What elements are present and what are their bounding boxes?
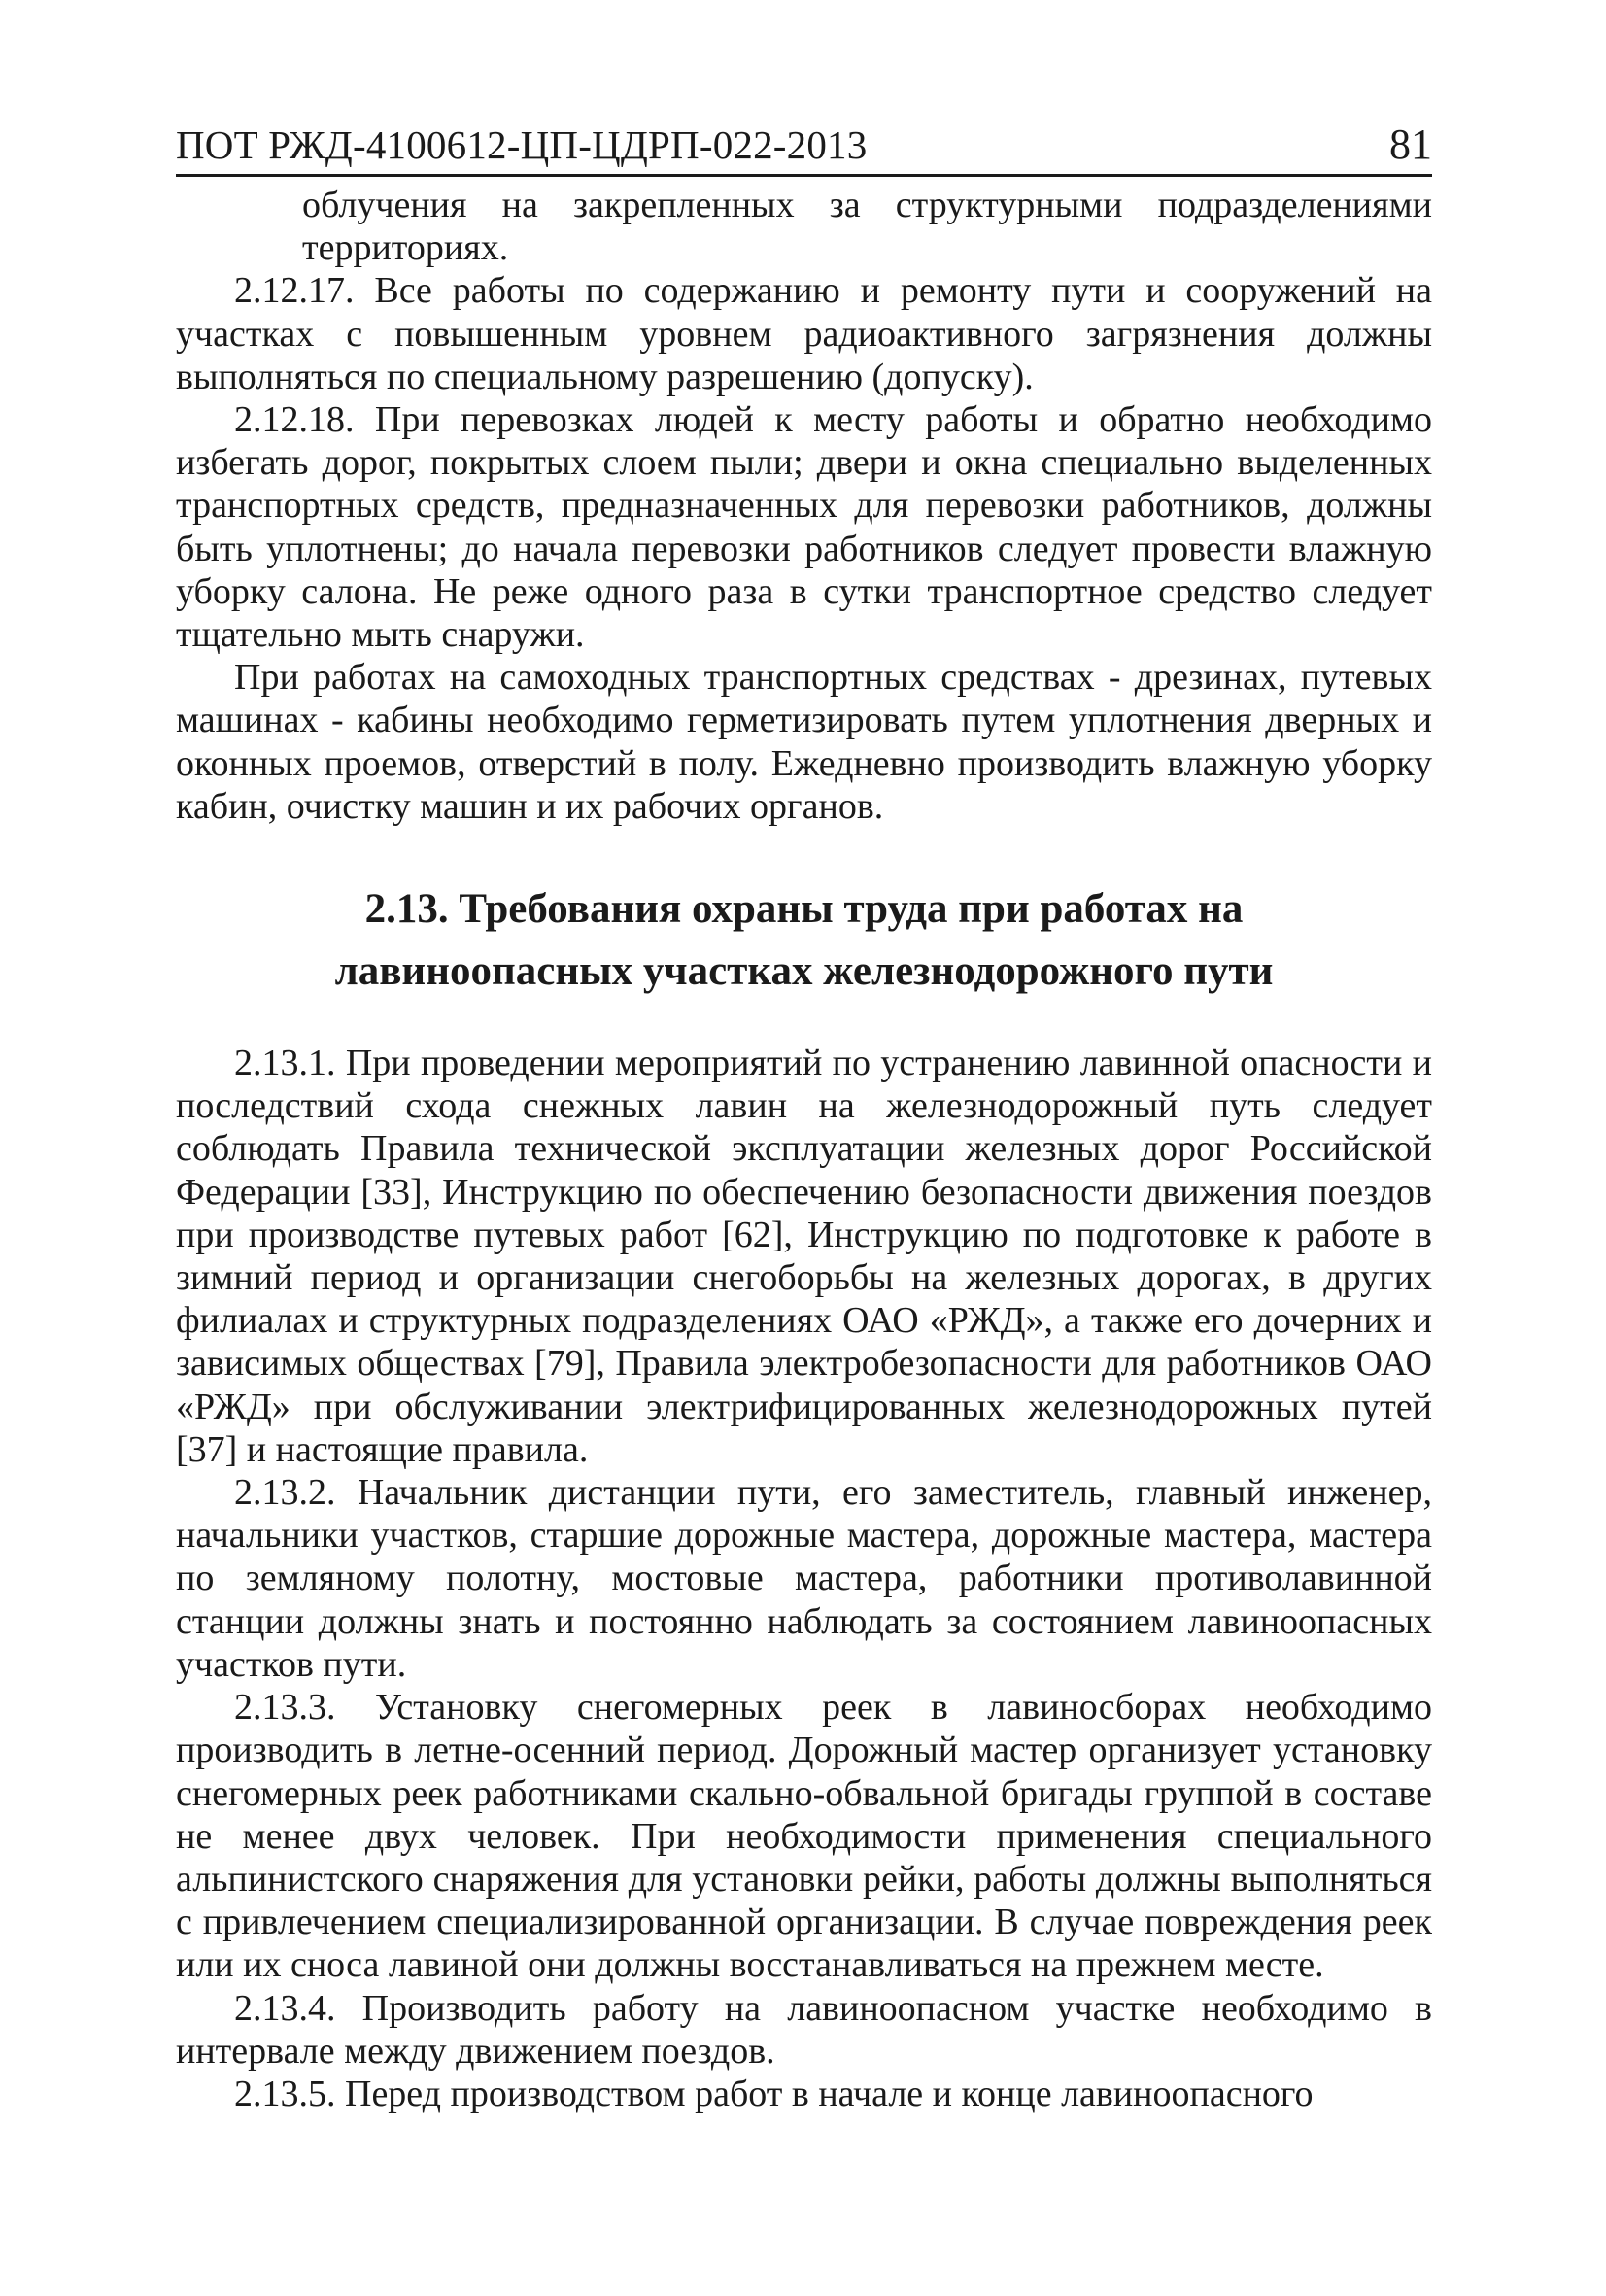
- paragraph-continuation: облучения на закрепленных за структурными подразделениями территориях.: [302, 185, 1432, 269]
- document-code: ПОТ РЖД-4100612-ЦП-ЦДРП-022-2013: [176, 122, 868, 167]
- paragraph-2-12-17: 2.12.17. Все работы по содержанию и ремонту пути и сооружений на участках с повышенным уровнем радиоактивного загрязнения должны выполняться по специальному разрешению (допуску).: [176, 270, 1432, 397]
- paragraph-2-13-3: 2.13.3. Установку снегомерных реек в лавиносборах необходимо производить в летне-осенний период. Дорожный мастер организует установку снегомерных реек работниками скально-обвальной бригады группой в составе не менее двух человек. При необходимости применения специального альпинистского снаряжения для установки рейки, работы должны выполняться с привлечением специализированной организации. В случае повреждения реек или их сноса лавиной они должны восстанавливаться на прежнем месте.: [176, 1687, 1432, 1986]
- header-divider: [176, 174, 1432, 177]
- section-heading: [176, 878, 1432, 1003]
- section-heading-line-1: 2.13. Требования охраны труда при работах на: [364, 886, 1244, 933]
- paragraph-2-12-18: 2.12.18. При перевозках людей к месту работы и обратно необходимо избегать дорог, покрытых слоем пыли; двери и окна специально выделенных транспортных средств, предназначенных для перевозки работников, должны быть уплотнены; до начала перевозки работников следует провести влажную уборку салона. Не реже одного раза в сутки транспортное средство следует тщательно мыть снаружи.: [176, 399, 1432, 656]
- paragraph-2-13-4: 2.13.4. Производить работу на лавиноопасном участке необходимо в интервале между движением поездов.: [176, 1987, 1432, 2072]
- paragraph-2-13-2: 2.13.2. Начальник дистанции пути, его заместитель, главный инженер, начальники участков, старшие дорожные мастера, дорожные мастера, мастера по земляному полотну, мостовые мастера, работники противолавинной станции должны знать и постоянно наблюдать за состоянием лавиноопасных участков пути.: [176, 1472, 1432, 1685]
- paragraph-2-13-1: 2.13.1. При проведении мероприятий по устранению лавинной опасности и последствий схода снежных лавин на железнодорожный путь следует соблюдать Правила технической эксплуатации железных дорог Российской Федерации [33], Инструкцию по обеспечению безопасности движения поездов при производстве путевых работ [62], Инструкцию по подготовке к работе в зимний период и организации снегоборьбы на железных дорогах, в других филиалах и структурных подразделениях ОАО «РЖД», а также его дочерних и зависимых обществах [79], Правила электробезопасности для работников ОАО «РЖД» при обслуживании электрифицированных железнодорожных путей [37] и настоящие правила.: [176, 1043, 1432, 1470]
- page-number: 81: [1389, 120, 1432, 168]
- page-body: [176, 184, 1432, 2115]
- paragraph-2-13-5: 2.13.5. Перед производством работ в начале и конце лавиноопасного: [234, 2073, 1314, 2114]
- paragraph-self-propelled-vehicles: При работах на самоходных транспортных средствах - дрезинах, путевых машинах - кабины необходимо герметизировать путем уплотнения дверных и оконных проемов, отверстий в полу. Ежедневно производить влажную уборку кабин, очистку машин и их рабочих органов.: [176, 657, 1432, 827]
- section-heading-line-2: лавиноопасных участках железнодорожного пути: [334, 948, 1274, 995]
- running-header: [176, 117, 1432, 173]
